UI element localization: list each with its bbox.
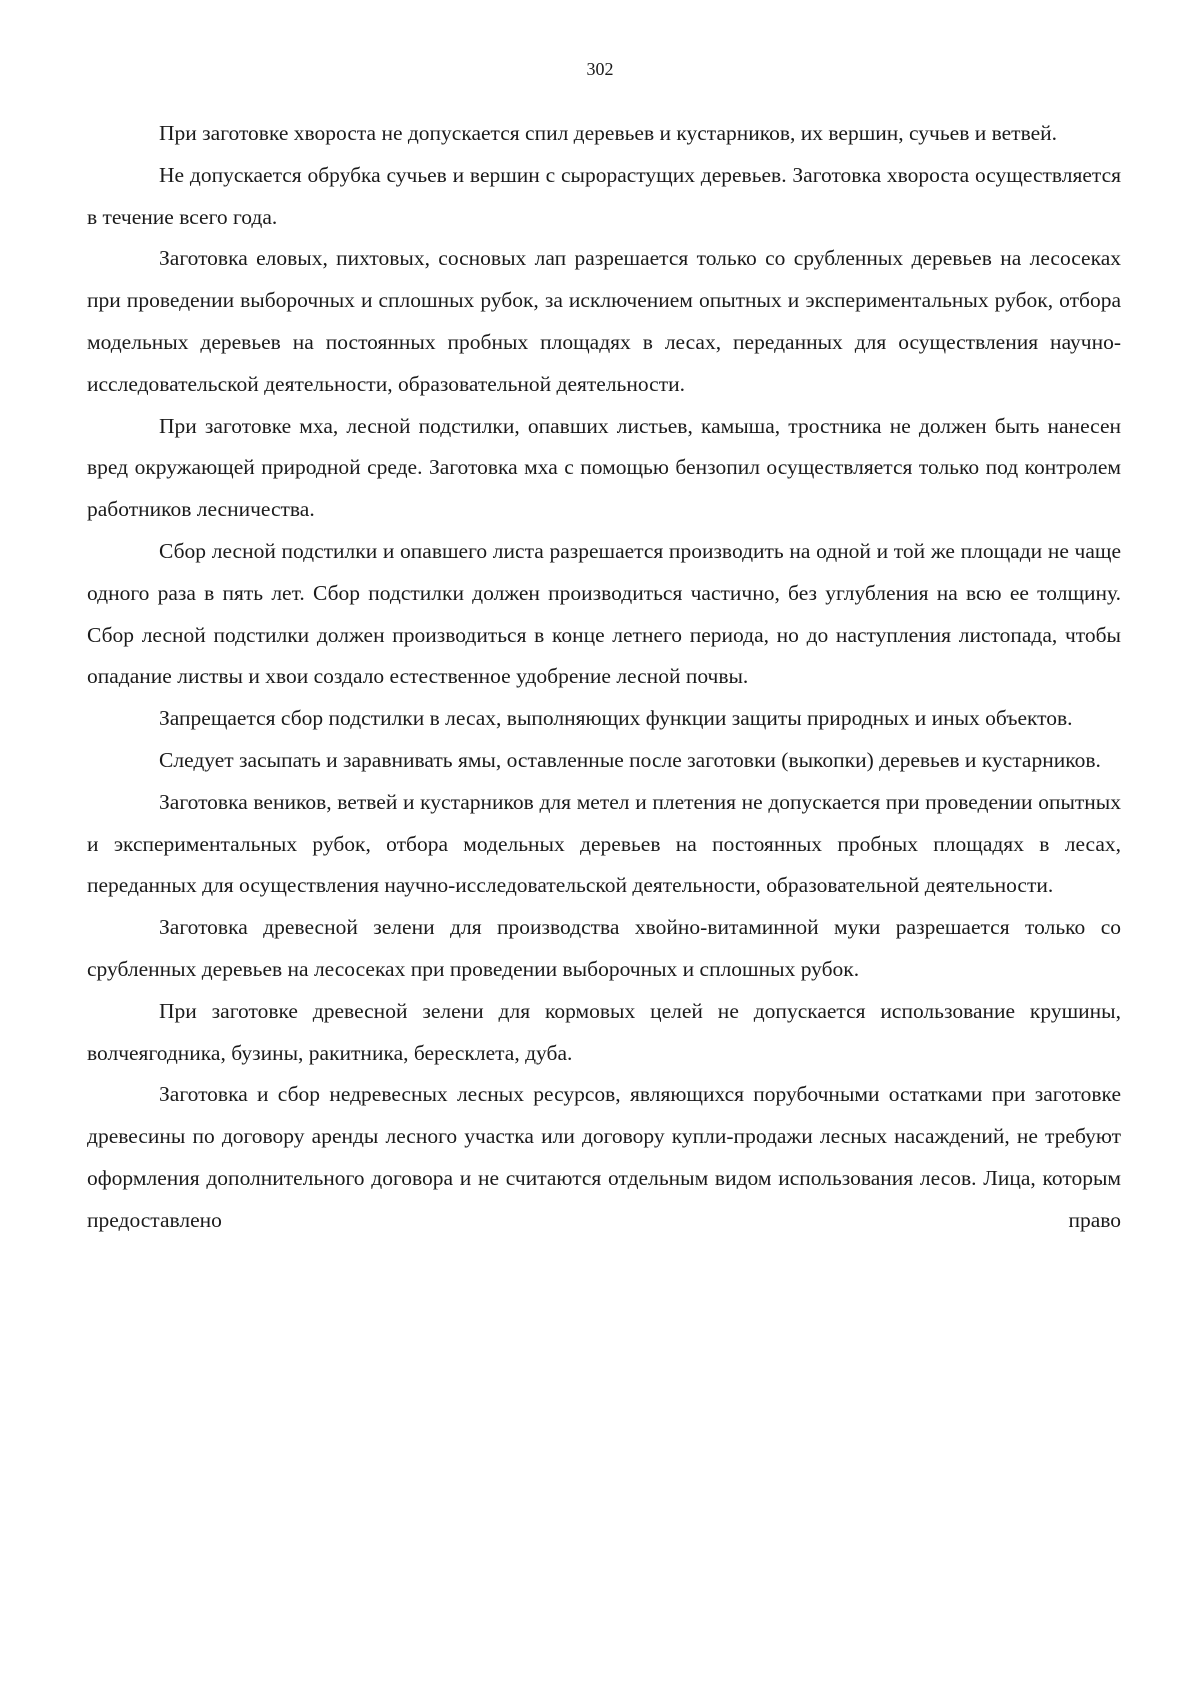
paragraph-moss-litter: При заготовке мха, лесной подстилки, опавших листьев, камыша, тростника не должен быть нанесен вред окружающей природной среде. Заготовка мха с помощью бензопил осуществляется только под контролем работников лесничества. <box>87 413 1121 522</box>
paragraph-logging-residues: Заготовка и сбор недревесных лесных ресурсов, являющихся порубочными остатками при заготовке древесины по договору аренды лесного участка или договору купли-продажи лесных насаждений, не требуют оформления дополнительного договора и не считаются отдельным видом использования лесов. Лица, которым предоставлено право <box>87 1082 1121 1232</box>
paragraph-fodder-greens: При заготовке древесной зелени для кормовых целей не допускается использование крушины, волчеягодника, бузины, ракитника, бересклета, дуба. <box>87 998 1121 1065</box>
paragraph-litter-collection: Сбор лесной подстилки и опавшего листа разрешается производить на одной и той же площади не чаще одного раза в пять лет. Сбор подстилки должен производиться частично, без углубления на всю ее толщину. Сбор лесной подстилки должен производиться в конце летнего периода, но до наступления листопада, чтобы опадание листвы и хвои создало естественное удобрение лесной почвы. <box>87 538 1121 689</box>
page-number: 302 <box>586 59 614 79</box>
paragraph-branch-cutting: Не допускается обрубка сучьев и вершин с сырорастущих деревьев. Заготовка хвороста осуществляется в течение всего года. <box>87 162 1121 229</box>
paragraph-pit-filling: Следует засыпать и заравнивать ямы, оставленные после заготовки (выкопки) деревьев и кустарников. <box>159 747 1101 772</box>
document-body <box>87 113 1121 1242</box>
paragraph-conifer-boughs: Заготовка еловых, пихтовых, сосновых лап разрешается только со срубленных деревьев на лесосеках при проведении выборочных и сплошных рубок, за исключением опытных и экспериментальных рубок, отбора модельных деревьев на постоянных пробных площадях в лесах, переданных для осуществления научно-исследовательской деятельности, образовательной деятельности. <box>87 246 1121 396</box>
paragraph-litter-prohibition: Запрещается сбор подстилки в лесах, выполняющих функции защиты природных и иных объектов. <box>159 706 1073 731</box>
paragraph-brooms-weaving: Заготовка веников, ветвей и кустарников для метел и плетения не допускается при проведении опытных и экспериментальных рубок, отбора модельных деревьев на постоянных пробных площадях в лесах, переданных для осуществления научно-исследовательской деятельности, образовательной деятельности. <box>87 789 1121 898</box>
paragraph-brushwood-harvest: При заготовке хвороста не допускается спил деревьев и кустарников, их вершин, сучьев и ветвей. <box>159 121 1058 145</box>
paragraph-conifer-flour: Заготовка древесной зелени для производства хвойно-витаминной муки разрешается только со срубленных деревьев на лесосеках при проведении выборочных и сплошных рубок. <box>87 915 1121 981</box>
